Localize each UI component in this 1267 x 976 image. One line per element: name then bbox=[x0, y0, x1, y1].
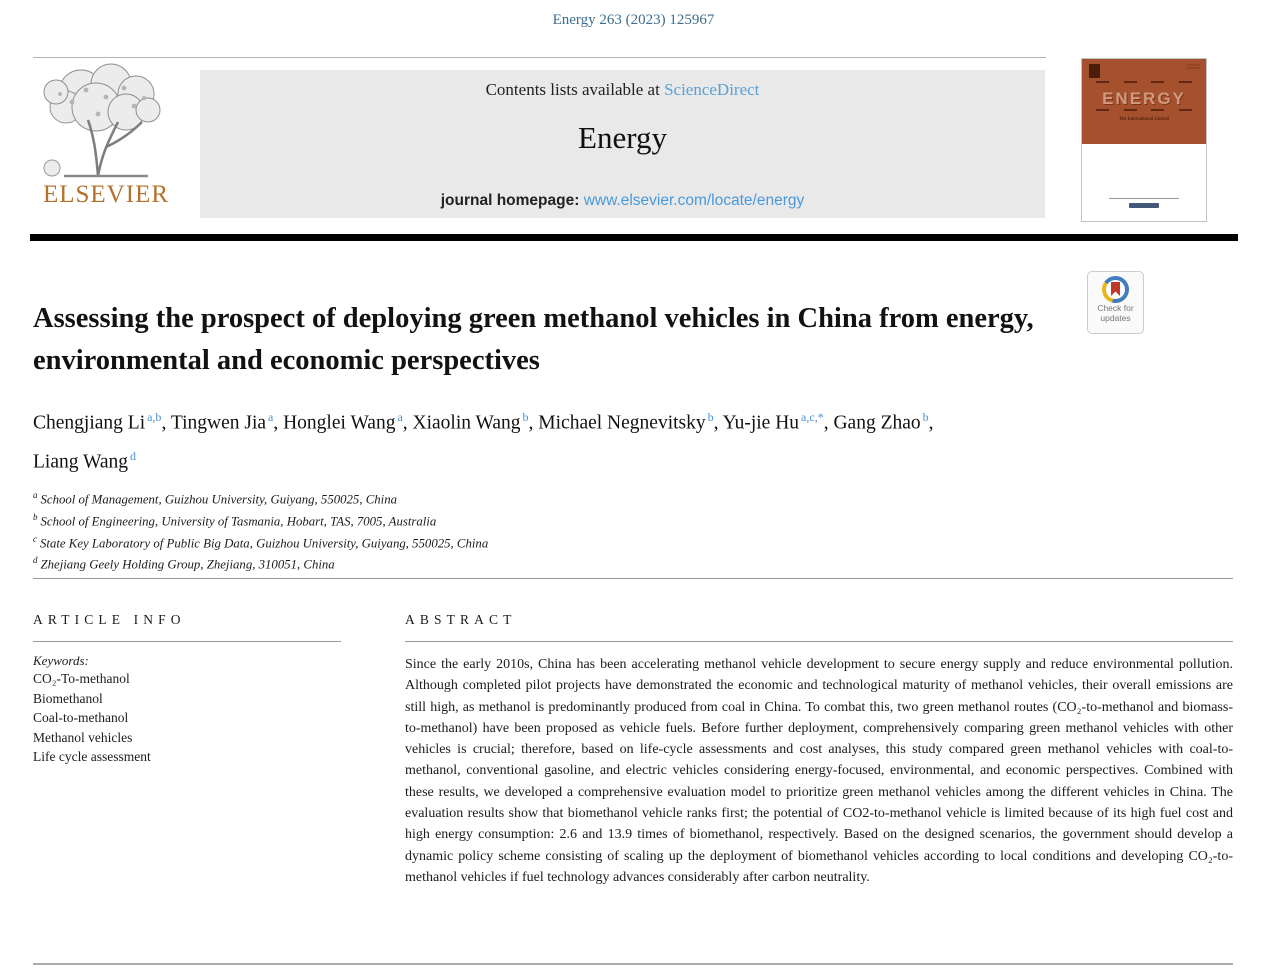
author-name: Gang Zhao bbox=[833, 412, 921, 434]
author-list: Chengjiang Li $^{a,b}$, Tingwen Jia $^a$, Honglei Wang $^a$, Xiaolin Wang $^b$, Michael Negnevitsky $^b$, Yu-jie Hu $^{a,c,*}$, Gang Zhao $^b$, Liang Wang $^d$ bbox=[33, 410, 934, 472]
keywords-label: Keywords: bbox=[33, 653, 89, 668]
author-affiliation-sup: b bbox=[707, 410, 714, 424]
crossmark-ring-icon bbox=[1102, 276, 1129, 303]
cover-issn-marks bbox=[1187, 64, 1200, 66]
abstract-rule bbox=[405, 641, 1233, 642]
cover-subtitle: The International Journal bbox=[1118, 117, 1170, 122]
article-info-section bbox=[33, 612, 341, 767]
affiliation-list bbox=[33, 487, 488, 574]
cover-journal-title: ENERGY bbox=[1102, 89, 1186, 108]
elsevier-logo bbox=[33, 62, 179, 220]
elsevier-tree-icon bbox=[36, 62, 176, 180]
section-divider bbox=[33, 578, 1233, 579]
abstract-heading: ABSTRACT bbox=[405, 612, 517, 627]
homepage-label: journal homepage: bbox=[440, 192, 584, 209]
header-black-bar bbox=[30, 234, 1238, 241]
author-name: Liang Wang bbox=[33, 451, 129, 472]
author-affiliation-sup: a bbox=[268, 410, 274, 424]
affiliation-row: $^a$ School of Management, Guizhou University, Guiyang, 550025, China bbox=[33, 490, 398, 507]
author-name: Tingwen Jia bbox=[170, 412, 267, 434]
keyword-item: CO₂-To-methanol bbox=[33, 671, 130, 686]
cover-sciencedirect-wordmark bbox=[1129, 203, 1159, 208]
author-name: Honglei Wang bbox=[283, 412, 396, 434]
author-affiliation-sup: a,b bbox=[147, 410, 162, 424]
keyword-item: Coal-to-methanol bbox=[33, 710, 129, 725]
cover-category-row-top bbox=[1082, 81, 1206, 83]
article-info-heading: ARTICLE INFO bbox=[33, 612, 186, 627]
journal-citation: Energy 263 (2023) 125967 bbox=[552, 12, 715, 28]
sciencedirect-link[interactable]: ScienceDirect bbox=[664, 80, 760, 99]
author-name: Xiaolin Wang bbox=[412, 412, 521, 434]
contents-line bbox=[200, 70, 1045, 100]
cover-category-row-bottom bbox=[1082, 109, 1206, 111]
keyword-item: Methanol vehicles bbox=[33, 729, 133, 745]
crossmark-bookmark-icon bbox=[1111, 282, 1120, 296]
author-name: Michael Negnevitsky bbox=[538, 412, 706, 434]
journal-banner bbox=[200, 70, 1045, 218]
homepage-link[interactable]: www.elsevier.com/locate/energy bbox=[583, 192, 805, 209]
contents-text: Contents lists available at bbox=[485, 80, 665, 99]
author-name: Chengjiang Li bbox=[33, 412, 146, 434]
journal-name: Energy bbox=[578, 120, 667, 155]
keyword-list bbox=[33, 669, 341, 767]
article-info-rule bbox=[33, 641, 341, 642]
keyword-item: Biomethanol bbox=[33, 690, 103, 706]
check-for-updates-badge[interactable] bbox=[1087, 271, 1144, 334]
elsevier-wordmark: ELSEVIER bbox=[42, 181, 170, 208]
author-affiliation-sup: b bbox=[522, 410, 529, 424]
abstract-section bbox=[405, 612, 1233, 888]
affiliation-row: $^c$ State Key Laboratory of Public Big Data, Guizhou University, Guiyang, 550025, China bbox=[33, 533, 489, 550]
article-title: Assessing the prospect of deploying green methanol vehicles in China from energy, environmental and economic perspectives bbox=[33, 303, 1034, 376]
page-bottom-rule bbox=[33, 963, 1233, 965]
affiliation-row: $^d$ Zhejiang Geely Holding Group, Zhejiang, 310051, China bbox=[33, 555, 335, 572]
affiliation-row: $^b$ School of Engineering, University of Tasmania, Hobart, TAS, 7005, Australia bbox=[33, 511, 437, 529]
keyword-item: Life cycle assessment bbox=[33, 749, 151, 764]
author-affiliation-sup: a,c,* bbox=[801, 410, 824, 424]
author-affiliation-sup: d bbox=[130, 448, 137, 463]
header-top-rule bbox=[33, 57, 1046, 58]
journal-cover-thumbnail bbox=[1081, 58, 1207, 222]
author-affiliation-sup: a bbox=[397, 410, 403, 424]
badge-text: Check for updates bbox=[1097, 303, 1134, 323]
author-affiliation-sup: b bbox=[922, 410, 929, 424]
cover-bottom-line bbox=[1109, 198, 1178, 199]
cover-elsevier-mark-icon bbox=[1089, 64, 1100, 78]
homepage-line bbox=[200, 192, 1045, 210]
author-name: Yu-jie Hu bbox=[722, 412, 800, 434]
abstract-text: Since the early 2010s, China has been accelerating methanol vehicle development to secure energy supply and reduce environmental pollution. Although completed pilot projects have demonstrated the economic and technological maturity of methanol vehicles, their overall emissions are still high, as methanol is predominantly produced from coal in China. To combat this, two green methanol routes (CO₂-to-methanol and biomass-to-methanol) have been proposed as vehicle fuels. Before further deployment, comprehensively comparing green methanol vehicles with other vehicles is crucial; therefore, based on life-cycle assessments and cost analyses, this study compared green methanol vehicles with coal-to-methanol, conventional gasoline, and electric vehicles considering energy-focused, environmental, and economic perspectives. Combined with these results, we developed a comprehensive evaluation model to prioritize green methanol vehicles among the different vehicles in China. The evaluation results show that biomethanol vehicle ranks first; the potential of CO2-to-methanol vehicle is limited because of its high fuel cost and high energy consumption: 2.6 and 13.9 times of biomethanol, respectively. Based on the designed scenarios, the government should develop a dynamic policy scheme consisting of scaling up the deployment of biomethanol vehicles according to local conditions and developing CO₂-to-methanol vehicles if fuel technology advances considerably after carbon neutrality. bbox=[405, 657, 1233, 885]
cover-top bbox=[1082, 59, 1206, 144]
